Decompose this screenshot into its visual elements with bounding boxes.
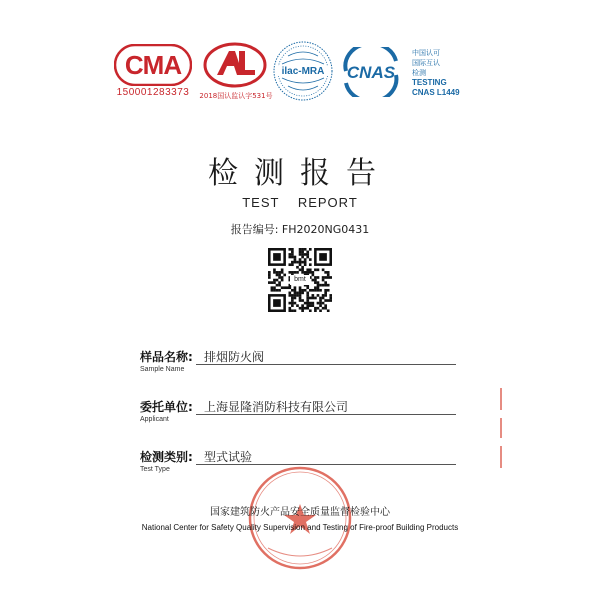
qr-module bbox=[317, 289, 320, 292]
qr-module bbox=[319, 299, 322, 302]
qr-module bbox=[306, 299, 309, 302]
cal-logo bbox=[203, 42, 267, 88]
qr-module bbox=[271, 286, 274, 289]
qr-module bbox=[278, 289, 281, 292]
qr-module bbox=[322, 294, 325, 297]
qr-module bbox=[319, 284, 322, 287]
cnas-caption-cn-3: 检测 bbox=[412, 69, 426, 77]
qr-module bbox=[304, 248, 307, 251]
qr-module bbox=[304, 253, 307, 256]
qr-module bbox=[288, 256, 291, 259]
qr-module bbox=[299, 263, 302, 266]
qr-module bbox=[301, 248, 304, 251]
qr-module bbox=[268, 271, 271, 274]
qr-module bbox=[322, 279, 325, 282]
qr-module bbox=[306, 304, 309, 307]
qr-module bbox=[273, 268, 276, 271]
qr-module bbox=[291, 302, 294, 305]
page-edge-fragment bbox=[500, 388, 506, 472]
qr-module bbox=[294, 309, 297, 312]
qr-module bbox=[317, 268, 320, 271]
qr-module bbox=[288, 253, 291, 256]
qr-module bbox=[314, 281, 317, 284]
qr-module bbox=[309, 258, 312, 261]
qr-module bbox=[301, 271, 304, 274]
qr-module bbox=[322, 302, 325, 305]
qr-module bbox=[314, 279, 317, 282]
qr-module bbox=[324, 292, 327, 295]
qr-module bbox=[309, 268, 312, 271]
qr-module bbox=[309, 304, 312, 307]
qr-module bbox=[299, 261, 302, 264]
field-label-cn: 委托单位: bbox=[140, 400, 193, 414]
qr-module bbox=[314, 276, 317, 279]
ilac-mra-logo-text: ilac-MRA bbox=[281, 66, 325, 77]
field-underline bbox=[196, 414, 456, 415]
qr-module bbox=[319, 297, 322, 300]
qr-module bbox=[301, 261, 304, 264]
qr-module bbox=[304, 258, 307, 261]
cma-logo bbox=[114, 44, 192, 86]
qr-module bbox=[288, 248, 291, 251]
qr-module bbox=[304, 263, 307, 266]
qr-finder-pattern bbox=[319, 253, 327, 261]
qr-module bbox=[301, 304, 304, 307]
qr-module bbox=[312, 297, 315, 300]
qr-module bbox=[299, 299, 302, 302]
qr-module bbox=[301, 268, 304, 271]
field-applicant bbox=[140, 398, 510, 428]
qr-module bbox=[306, 271, 309, 274]
qr-module bbox=[301, 307, 304, 310]
issuer-name-en: National Center for Safety Quality Supervision and Testing of Fire-proof Building Products bbox=[141, 523, 459, 532]
qr-module bbox=[299, 297, 302, 300]
field-label-en: Applicant bbox=[140, 416, 169, 423]
qr-module bbox=[294, 302, 297, 305]
cnas-logo bbox=[338, 47, 404, 97]
qr-module bbox=[276, 271, 279, 274]
qr-module bbox=[309, 248, 312, 251]
qr-module bbox=[296, 271, 299, 274]
qr-module bbox=[294, 261, 297, 264]
qr-module bbox=[319, 302, 322, 305]
qr-module bbox=[312, 304, 315, 307]
qr-module bbox=[294, 289, 297, 292]
field-underline bbox=[196, 364, 456, 365]
qr-module bbox=[314, 307, 317, 310]
qr-module bbox=[317, 276, 320, 279]
qr-module bbox=[291, 263, 294, 266]
field-label-cn: 检测类别: bbox=[140, 450, 193, 464]
qr-module bbox=[312, 294, 315, 297]
qr-module bbox=[309, 302, 312, 305]
qr-module bbox=[312, 289, 315, 292]
qr-module bbox=[278, 284, 281, 287]
qr-module bbox=[309, 263, 312, 266]
cma-number: 150001283373 bbox=[116, 87, 190, 98]
qr-module bbox=[309, 297, 312, 300]
qr-module bbox=[291, 251, 294, 254]
qr-module bbox=[312, 271, 315, 274]
qr-module bbox=[271, 289, 274, 292]
qr-module bbox=[322, 307, 325, 310]
report-title-en: TEST REPORT bbox=[242, 195, 358, 210]
qr-module bbox=[299, 307, 302, 310]
qr-module bbox=[327, 271, 330, 274]
qr-module bbox=[309, 271, 312, 274]
cal-caption: 2018国认监认字531号 bbox=[199, 92, 273, 100]
qr-module bbox=[296, 304, 299, 307]
qr-module bbox=[324, 284, 327, 287]
qr-module bbox=[329, 294, 332, 297]
qr-module bbox=[268, 276, 271, 279]
qr-code bbox=[268, 248, 332, 312]
qr-module bbox=[276, 289, 279, 292]
qr-module bbox=[327, 276, 330, 279]
qr-module bbox=[294, 297, 297, 300]
qr-module bbox=[294, 258, 297, 261]
qr-module bbox=[291, 309, 294, 312]
qr-module bbox=[299, 253, 302, 256]
field-label-en: Test Type bbox=[140, 466, 170, 473]
field-label-en: Sample Name bbox=[140, 366, 185, 373]
qr-module bbox=[276, 284, 279, 287]
qr-module bbox=[306, 294, 309, 297]
qr-module bbox=[276, 279, 279, 282]
qr-module bbox=[309, 289, 312, 292]
qr-module bbox=[296, 261, 299, 264]
qr-module bbox=[299, 289, 302, 292]
qr-module bbox=[299, 248, 302, 251]
qr-module bbox=[291, 256, 294, 259]
qr-module bbox=[304, 302, 307, 305]
qr-module bbox=[301, 253, 304, 256]
qr-module bbox=[301, 309, 304, 312]
qr-module bbox=[317, 302, 320, 305]
cnas-caption-en-1: TESTING bbox=[412, 78, 447, 87]
qr-module bbox=[281, 286, 284, 289]
qr-module bbox=[278, 281, 281, 284]
qr-module bbox=[281, 276, 284, 279]
qr-module bbox=[324, 289, 327, 292]
qr-module bbox=[317, 307, 320, 310]
qr-module bbox=[299, 268, 302, 271]
qr-module bbox=[329, 299, 332, 302]
qr-module bbox=[327, 299, 330, 302]
qr-module bbox=[271, 281, 274, 284]
qr-module bbox=[268, 281, 271, 284]
qr-module bbox=[327, 274, 330, 277]
qr-module bbox=[273, 289, 276, 292]
qr-module bbox=[288, 286, 291, 289]
qr-module bbox=[291, 297, 294, 300]
qr-module bbox=[291, 248, 294, 251]
qr-module bbox=[276, 274, 279, 277]
qr-module bbox=[322, 276, 325, 279]
qr-module bbox=[306, 253, 309, 256]
qr-module bbox=[301, 292, 304, 295]
qr-module bbox=[319, 304, 322, 307]
qr-module bbox=[304, 289, 307, 292]
qr-module bbox=[317, 286, 320, 289]
qr-module bbox=[299, 286, 302, 289]
qr-module bbox=[294, 271, 297, 274]
qr-module bbox=[288, 271, 291, 274]
qr-module bbox=[291, 289, 294, 292]
qr-module bbox=[314, 289, 317, 292]
cnas-logo-text: CNAS bbox=[346, 63, 396, 82]
qr-module bbox=[301, 289, 304, 292]
qr-module bbox=[288, 307, 291, 310]
qr-module bbox=[314, 297, 317, 300]
qr-module bbox=[312, 279, 315, 282]
cnas-caption-en-2: CNAS L1449 bbox=[412, 88, 460, 97]
field-label-cn: 样品名称: bbox=[140, 350, 193, 364]
qr-module bbox=[317, 281, 320, 284]
cnas-caption-cn-2: 国际互认 bbox=[412, 59, 440, 67]
qr-module bbox=[301, 251, 304, 254]
qr-module bbox=[291, 271, 294, 274]
qr-module bbox=[278, 274, 281, 277]
qr-module bbox=[324, 276, 327, 279]
qr-module bbox=[268, 274, 271, 277]
qr-module bbox=[304, 271, 307, 274]
field-value: 上海显隆消防科技有限公司 bbox=[204, 400, 349, 414]
qr-module bbox=[291, 299, 294, 302]
qr-module bbox=[288, 292, 291, 295]
qr-module bbox=[278, 276, 281, 279]
cma-logo-text: CMA bbox=[124, 50, 182, 80]
qr-module bbox=[273, 281, 276, 284]
qr-module bbox=[317, 284, 320, 287]
qr-module bbox=[301, 256, 304, 259]
qr-module bbox=[281, 271, 284, 274]
qr-module bbox=[306, 256, 309, 259]
field-sample-name bbox=[140, 348, 510, 378]
report-title-cn: 检测报告 bbox=[208, 156, 392, 191]
qr-module bbox=[309, 309, 312, 312]
qr-module bbox=[306, 286, 309, 289]
qr-module bbox=[327, 309, 330, 312]
qr-module bbox=[288, 263, 291, 266]
qr-module bbox=[322, 284, 325, 287]
qr-module bbox=[322, 297, 325, 300]
qr-module bbox=[314, 309, 317, 312]
qr-module bbox=[314, 268, 317, 271]
qr-module bbox=[273, 271, 276, 274]
qr-module bbox=[301, 266, 304, 269]
qr-center-label: bmt bbox=[290, 275, 310, 285]
qr-module bbox=[317, 294, 320, 297]
qr-module bbox=[324, 304, 327, 307]
qr-module bbox=[291, 294, 294, 297]
qr-module bbox=[324, 294, 327, 297]
qr-module bbox=[294, 286, 297, 289]
qr-module bbox=[294, 292, 297, 295]
report-number: 报告编号: FH2020NG0431 bbox=[230, 223, 370, 236]
qr-module bbox=[281, 279, 284, 282]
field-value: 排烟防火阀 bbox=[204, 350, 265, 364]
field-value: 型式试验 bbox=[204, 450, 253, 464]
qr-module bbox=[304, 261, 307, 264]
qr-module bbox=[273, 286, 276, 289]
qr-module bbox=[281, 268, 284, 271]
qr-module bbox=[299, 251, 302, 254]
qr-finder-pattern bbox=[273, 253, 281, 261]
cnas-caption-cn-1: 中国认可 bbox=[412, 49, 440, 57]
qr-module bbox=[322, 268, 325, 271]
qr-module bbox=[288, 309, 291, 312]
qr-module bbox=[306, 302, 309, 305]
qr-module bbox=[327, 289, 330, 292]
qr-module bbox=[299, 292, 302, 295]
issuer-name-cn: 国家建筑防火产品安全质量监督检验中心 bbox=[210, 507, 390, 518]
qr-module bbox=[294, 256, 297, 259]
qr-module bbox=[306, 292, 309, 295]
qr-module bbox=[329, 297, 332, 300]
qr-module bbox=[329, 276, 332, 279]
qr-module bbox=[296, 294, 299, 297]
logo-row bbox=[0, 0, 600, 120]
qr-module bbox=[319, 309, 322, 312]
qr-module bbox=[291, 304, 294, 307]
qr-module bbox=[296, 266, 299, 269]
qr-module bbox=[306, 251, 309, 254]
qr-module bbox=[283, 286, 286, 289]
qr-module bbox=[324, 271, 327, 274]
qr-module bbox=[306, 297, 309, 300]
qr-module bbox=[324, 307, 327, 310]
qr-finder-pattern bbox=[273, 299, 281, 307]
qr-module bbox=[296, 292, 299, 295]
qr-module bbox=[327, 284, 330, 287]
qr-module bbox=[278, 271, 281, 274]
qr-module bbox=[306, 268, 309, 271]
qr-module bbox=[291, 261, 294, 264]
qr-module bbox=[324, 299, 327, 302]
qr-module bbox=[324, 281, 327, 284]
qr-module bbox=[286, 286, 289, 289]
official-stamp bbox=[246, 464, 354, 572]
qr-module bbox=[273, 279, 276, 282]
cnas-caption bbox=[412, 48, 492, 98]
qr-module bbox=[304, 307, 307, 310]
qr-module bbox=[288, 294, 291, 297]
qr-module bbox=[319, 289, 322, 292]
qr-module bbox=[312, 274, 315, 277]
qr-module bbox=[301, 299, 304, 302]
qr-module bbox=[288, 302, 291, 305]
ilac-mra-logo bbox=[272, 40, 334, 102]
qr-module bbox=[299, 258, 302, 261]
qr-module bbox=[294, 294, 297, 297]
qr-module bbox=[312, 302, 315, 305]
qr-module bbox=[283, 274, 286, 277]
qr-module bbox=[306, 307, 309, 310]
qr-module bbox=[299, 294, 302, 297]
qr-module bbox=[291, 253, 294, 256]
qr-module bbox=[314, 286, 317, 289]
